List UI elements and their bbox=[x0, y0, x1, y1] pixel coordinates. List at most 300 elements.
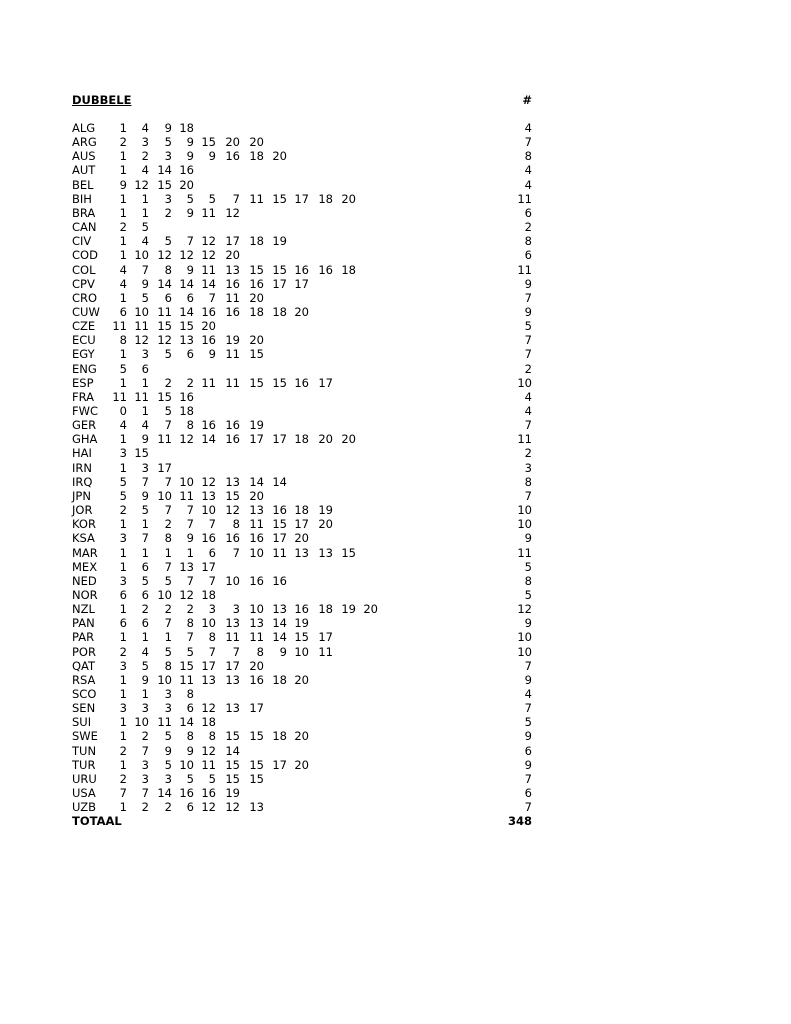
number-cell: 20 bbox=[294, 531, 309, 546]
number-cell: 7 bbox=[186, 630, 194, 645]
number-cell: 16 bbox=[294, 262, 309, 277]
number-cell: 20 bbox=[249, 488, 264, 503]
number-cell: 10 bbox=[294, 644, 309, 659]
number-cell: 5 bbox=[186, 644, 194, 659]
number-cell: 3 bbox=[164, 149, 172, 164]
number-cell: 16 bbox=[201, 304, 216, 319]
number-cell: 6 bbox=[186, 800, 194, 815]
number-cell: 3 bbox=[164, 771, 172, 786]
number-cell: 17 bbox=[225, 234, 240, 249]
row-count: 2 bbox=[524, 220, 532, 235]
number-cell: 5 bbox=[164, 644, 172, 659]
table-row bbox=[0, 546, 791, 560]
number-cell: 14 bbox=[179, 715, 194, 730]
number-cell: 16 bbox=[225, 418, 240, 433]
number-cell: 1 bbox=[119, 290, 127, 305]
number-cell: 16 bbox=[318, 262, 333, 277]
number-cell: 6 bbox=[141, 587, 149, 602]
number-cell: 16 bbox=[225, 149, 240, 164]
number-cell: 11 bbox=[318, 644, 333, 659]
number-cell: 4 bbox=[141, 644, 149, 659]
country-code: AUT bbox=[72, 163, 96, 178]
number-cell: 19 bbox=[272, 234, 287, 249]
country-code: KSA bbox=[72, 531, 95, 546]
number-cell: 13 bbox=[179, 559, 194, 574]
number-cell: 15 bbox=[179, 658, 194, 673]
table-row bbox=[0, 744, 791, 758]
table-row bbox=[0, 277, 791, 291]
number-cell: 16 bbox=[225, 531, 240, 546]
number-cell: 3 bbox=[141, 701, 149, 716]
number-cell: 18 bbox=[201, 715, 216, 730]
number-cell: 14 bbox=[179, 276, 194, 291]
number-cell: 16 bbox=[272, 573, 287, 588]
number-cell: 8 bbox=[186, 729, 194, 744]
number-cell: 7 bbox=[141, 786, 149, 801]
country-code: SCO bbox=[72, 687, 97, 701]
row-count: 10 bbox=[517, 630, 532, 645]
number-cell: 5 bbox=[164, 573, 172, 588]
number-cell: 13 bbox=[249, 800, 264, 815]
number-cell: 1 bbox=[119, 205, 127, 220]
number-cell: 11 bbox=[157, 715, 172, 730]
number-cell: 7 bbox=[186, 573, 194, 588]
number-cell: 3 bbox=[141, 771, 149, 786]
number-cell: 1 bbox=[119, 248, 127, 263]
number-cell: 14 bbox=[179, 304, 194, 319]
number-cell: 14 bbox=[157, 786, 172, 801]
number-cell: 10 bbox=[179, 474, 194, 489]
number-cell: 4 bbox=[119, 418, 127, 433]
number-cell: 1 bbox=[119, 163, 127, 178]
number-cell: 11 bbox=[225, 347, 240, 362]
country-code: NED bbox=[72, 573, 97, 588]
row-count: 4 bbox=[524, 687, 532, 701]
country-code: PAR bbox=[72, 630, 95, 645]
table-row bbox=[0, 121, 791, 135]
table-row bbox=[0, 461, 791, 475]
number-cell: 20 bbox=[341, 191, 356, 206]
number-cell: 7 bbox=[119, 786, 127, 801]
number-cell: 3 bbox=[119, 531, 127, 546]
number-cell: 0 bbox=[119, 404, 127, 418]
number-cell: 2 bbox=[119, 743, 127, 758]
number-cell: 20 bbox=[225, 135, 240, 150]
number-cell: 11 bbox=[249, 191, 264, 206]
number-cell: 9 bbox=[186, 531, 194, 546]
row-count: 3 bbox=[524, 460, 532, 475]
number-cell: 1 bbox=[141, 191, 149, 206]
number-cell: 2 bbox=[141, 800, 149, 815]
country-code: CAN bbox=[72, 220, 97, 235]
table-row bbox=[0, 588, 791, 602]
number-cell: 16 bbox=[201, 418, 216, 433]
number-cell: 15 bbox=[157, 319, 172, 334]
table-row bbox=[0, 404, 791, 418]
table-row bbox=[0, 319, 791, 333]
number-cell: 20 bbox=[225, 248, 240, 263]
number-cell: 16 bbox=[272, 503, 287, 518]
number-cell: 16 bbox=[249, 573, 264, 588]
number-cell: 2 bbox=[141, 149, 149, 164]
table-row bbox=[0, 630, 791, 644]
number-cell: 1 bbox=[119, 630, 127, 645]
country-code: GER bbox=[72, 418, 97, 433]
table-row bbox=[0, 800, 791, 814]
number-cell: 10 bbox=[157, 488, 172, 503]
number-cell: 15 bbox=[249, 729, 264, 744]
country-code: FWC bbox=[72, 404, 99, 418]
number-cell: 4 bbox=[141, 418, 149, 433]
number-cell: 1 bbox=[141, 687, 149, 701]
number-cell: 2 bbox=[119, 220, 127, 235]
number-cell: 3 bbox=[208, 602, 216, 617]
row-count: 9 bbox=[524, 757, 532, 772]
number-cell: 12 bbox=[201, 248, 216, 263]
number-cell: 16 bbox=[225, 432, 240, 447]
number-cell: 17 bbox=[318, 630, 333, 645]
number-cell: 1 bbox=[141, 545, 149, 560]
number-cell: 13 bbox=[294, 545, 309, 560]
number-cell: 20 bbox=[249, 290, 264, 305]
number-cell: 3 bbox=[141, 460, 149, 475]
country-code: SUI bbox=[72, 715, 92, 730]
number-cell: 3 bbox=[141, 757, 149, 772]
table-row bbox=[0, 291, 791, 305]
number-cell: 17 bbox=[272, 276, 287, 291]
number-cell: 7 bbox=[232, 545, 240, 560]
number-cell: 12 bbox=[179, 432, 194, 447]
table-row bbox=[0, 659, 791, 673]
table-row bbox=[0, 616, 791, 630]
number-cell: 20 bbox=[179, 177, 194, 192]
number-cell: 5 bbox=[119, 488, 127, 503]
country-code: SWE bbox=[72, 729, 98, 744]
number-cell: 6 bbox=[119, 587, 127, 602]
number-cell: 8 bbox=[208, 630, 216, 645]
number-cell: 19 bbox=[341, 602, 356, 617]
number-cell: 5 bbox=[119, 474, 127, 489]
table-row bbox=[0, 531, 791, 545]
number-cell: 20 bbox=[249, 658, 264, 673]
number-cell: 1 bbox=[119, 800, 127, 815]
number-cell: 3 bbox=[119, 658, 127, 673]
number-cell: 14 bbox=[157, 276, 172, 291]
number-cell: 15 bbox=[272, 517, 287, 532]
country-code: ESP bbox=[72, 375, 94, 390]
number-cell: 5 bbox=[164, 135, 172, 150]
country-code: CIV bbox=[72, 234, 92, 249]
table-row bbox=[0, 574, 791, 588]
country-code: KOR bbox=[72, 517, 96, 532]
number-cell: 5 bbox=[164, 757, 172, 772]
number-cell: 17 bbox=[272, 432, 287, 447]
number-cell: 13 bbox=[318, 545, 333, 560]
country-code: PAN bbox=[72, 616, 95, 631]
number-cell: 5 bbox=[141, 220, 149, 235]
table-row bbox=[0, 305, 791, 319]
number-cell: 11 bbox=[157, 432, 172, 447]
table-row bbox=[0, 517, 791, 531]
number-cell: 15 bbox=[272, 191, 287, 206]
row-count: 6 bbox=[524, 248, 532, 263]
total-value: 348 bbox=[507, 814, 532, 829]
row-count: 2 bbox=[524, 361, 532, 376]
number-cell: 15 bbox=[201, 135, 216, 150]
number-cell: 1 bbox=[119, 672, 127, 687]
number-cell: 1 bbox=[119, 432, 127, 447]
number-cell: 13 bbox=[249, 616, 264, 631]
number-cell: 4 bbox=[141, 234, 149, 249]
row-count: 7 bbox=[524, 800, 532, 815]
number-cell: 17 bbox=[249, 701, 264, 716]
number-cell: 18 bbox=[318, 191, 333, 206]
row-count: 2 bbox=[524, 446, 532, 461]
number-cell: 17 bbox=[294, 191, 309, 206]
number-cell: 18 bbox=[272, 729, 287, 744]
row-count: 8 bbox=[524, 474, 532, 489]
number-cell: 11 bbox=[225, 290, 240, 305]
number-cell: 11 bbox=[225, 375, 240, 390]
number-cell: 15 bbox=[294, 630, 309, 645]
number-cell: 12 bbox=[157, 248, 172, 263]
number-cell: 1 bbox=[119, 729, 127, 744]
country-code: AUS bbox=[72, 149, 96, 164]
country-code: MAR bbox=[72, 545, 98, 560]
country-code: TUN bbox=[72, 743, 97, 758]
number-cell: 9 bbox=[186, 149, 194, 164]
number-cell: 1 bbox=[141, 630, 149, 645]
table-row bbox=[0, 729, 791, 743]
number-cell: 15 bbox=[179, 319, 194, 334]
number-cell: 13 bbox=[272, 602, 287, 617]
number-cell: 1 bbox=[119, 757, 127, 772]
number-cell: 15 bbox=[225, 771, 240, 786]
number-cell: 7 bbox=[186, 517, 194, 532]
number-cell: 16 bbox=[225, 276, 240, 291]
number-cell: 15 bbox=[225, 729, 240, 744]
row-count: 7 bbox=[524, 333, 532, 348]
country-code: CUW bbox=[72, 304, 100, 319]
number-cell: 17 bbox=[157, 460, 172, 475]
number-cell: 15 bbox=[341, 545, 356, 560]
number-cell: 1 bbox=[119, 602, 127, 617]
number-cell: 10 bbox=[249, 602, 264, 617]
number-cell: 2 bbox=[119, 503, 127, 518]
country-code: BEL bbox=[72, 177, 94, 192]
country-code: POR bbox=[72, 644, 96, 659]
number-cell: 5 bbox=[164, 234, 172, 249]
number-cell: 10 bbox=[134, 304, 149, 319]
row-count: 11 bbox=[517, 432, 532, 447]
row-count: 10 bbox=[517, 644, 532, 659]
number-cell: 5 bbox=[141, 658, 149, 673]
number-cell: 8 bbox=[164, 262, 172, 277]
number-cell: 20 bbox=[318, 517, 333, 532]
number-cell: 7 bbox=[232, 191, 240, 206]
number-cell: 2 bbox=[164, 602, 172, 617]
number-cell: 3 bbox=[141, 135, 149, 150]
number-cell: 15 bbox=[157, 389, 172, 404]
number-cell: 20 bbox=[363, 602, 378, 617]
number-cell: 17 bbox=[318, 375, 333, 390]
row-count: 7 bbox=[524, 771, 532, 786]
row-count: 11 bbox=[517, 545, 532, 560]
number-cell: 17 bbox=[272, 757, 287, 772]
row-count: 7 bbox=[524, 701, 532, 716]
number-cell: 14 bbox=[272, 474, 287, 489]
number-cell: 16 bbox=[179, 163, 194, 178]
number-cell: 11 bbox=[249, 517, 264, 532]
table-row bbox=[0, 446, 791, 460]
number-cell: 12 bbox=[179, 248, 194, 263]
table-row bbox=[0, 772, 791, 786]
table-row bbox=[0, 220, 791, 234]
number-cell: 1 bbox=[164, 545, 172, 560]
number-cell: 17 bbox=[249, 432, 264, 447]
country-code: GHA bbox=[72, 432, 98, 447]
table-row bbox=[0, 673, 791, 687]
country-code: HAI bbox=[72, 446, 92, 461]
row-count: 8 bbox=[524, 149, 532, 164]
country-code: TUR bbox=[72, 757, 96, 772]
number-cell: 12 bbox=[134, 177, 149, 192]
number-cell: 3 bbox=[119, 446, 127, 461]
number-cell: 2 bbox=[119, 135, 127, 150]
number-cell: 2 bbox=[164, 375, 172, 390]
number-cell: 15 bbox=[249, 757, 264, 772]
number-cell: 15 bbox=[272, 375, 287, 390]
number-cell: 3 bbox=[141, 347, 149, 362]
row-count: 12 bbox=[517, 602, 532, 617]
number-cell: 6 bbox=[141, 559, 149, 574]
number-cell: 17 bbox=[272, 531, 287, 546]
table-row bbox=[0, 376, 791, 390]
number-cell: 1 bbox=[119, 234, 127, 249]
number-cell: 10 bbox=[201, 503, 216, 518]
number-cell: 2 bbox=[186, 375, 194, 390]
table-row bbox=[0, 560, 791, 574]
number-cell: 9 bbox=[186, 262, 194, 277]
number-cell: 3 bbox=[119, 573, 127, 588]
number-cell: 5 bbox=[141, 503, 149, 518]
number-cell: 18 bbox=[294, 503, 309, 518]
row-count: 5 bbox=[524, 587, 532, 602]
number-cell: 2 bbox=[141, 729, 149, 744]
number-cell: 1 bbox=[119, 715, 127, 730]
number-cell: 12 bbox=[201, 234, 216, 249]
number-cell: 2 bbox=[164, 205, 172, 220]
number-cell: 14 bbox=[201, 432, 216, 447]
row-count: 9 bbox=[524, 672, 532, 687]
number-cell: 7 bbox=[164, 418, 172, 433]
country-code: USA bbox=[72, 786, 96, 801]
row-count: 8 bbox=[524, 234, 532, 249]
number-cell: 7 bbox=[141, 743, 149, 758]
row-count: 6 bbox=[524, 743, 532, 758]
country-code: COL bbox=[72, 262, 96, 277]
number-cell: 10 bbox=[179, 757, 194, 772]
number-cell: 1 bbox=[119, 191, 127, 206]
number-cell: 9 bbox=[186, 743, 194, 758]
table-row bbox=[0, 390, 791, 404]
row-count: 4 bbox=[524, 121, 532, 135]
country-code: IRQ bbox=[72, 474, 93, 489]
number-cell: 8 bbox=[208, 729, 216, 744]
number-cell: 17 bbox=[294, 276, 309, 291]
number-cell: 20 bbox=[294, 729, 309, 744]
number-cell: 8 bbox=[186, 616, 194, 631]
number-cell: 12 bbox=[134, 333, 149, 348]
number-cell: 9 bbox=[186, 205, 194, 220]
number-cell: 11 bbox=[225, 630, 240, 645]
country-code: RSA bbox=[72, 672, 96, 687]
number-cell: 13 bbox=[225, 701, 240, 716]
number-cell: 19 bbox=[225, 333, 240, 348]
number-cell: 9 bbox=[186, 135, 194, 150]
number-cell: 19 bbox=[249, 418, 264, 433]
number-cell: 20 bbox=[272, 149, 287, 164]
country-code: FRA bbox=[72, 389, 95, 404]
number-cell: 5 bbox=[208, 191, 216, 206]
table-row bbox=[0, 418, 791, 432]
number-cell: 20 bbox=[249, 135, 264, 150]
row-count: 9 bbox=[524, 304, 532, 319]
number-cell: 13 bbox=[225, 262, 240, 277]
table-row bbox=[0, 701, 791, 715]
number-cell: 11 bbox=[201, 375, 216, 390]
row-count: 10 bbox=[517, 517, 532, 532]
number-cell: 20 bbox=[201, 319, 216, 334]
number-cell: 9 bbox=[208, 149, 216, 164]
number-cell: 9 bbox=[141, 432, 149, 447]
number-cell: 8 bbox=[186, 687, 194, 701]
number-cell: 11 bbox=[201, 205, 216, 220]
number-cell: 12 bbox=[157, 333, 172, 348]
row-count: 11 bbox=[517, 262, 532, 277]
number-cell: 12 bbox=[225, 503, 240, 518]
country-code: UZB bbox=[72, 800, 96, 815]
row-count: 7 bbox=[524, 418, 532, 433]
country-code: EGY bbox=[72, 347, 95, 362]
number-cell: 1 bbox=[141, 205, 149, 220]
number-cell: 15 bbox=[225, 488, 240, 503]
country-code: JOR bbox=[72, 503, 93, 518]
row-count: 4 bbox=[524, 404, 532, 418]
number-cell: 18 bbox=[179, 121, 194, 135]
table-row bbox=[0, 758, 791, 772]
row-count: 9 bbox=[524, 276, 532, 291]
table-row bbox=[0, 178, 791, 192]
number-cell: 9 bbox=[164, 743, 172, 758]
row-count: 5 bbox=[524, 715, 532, 730]
total-row bbox=[0, 814, 791, 828]
number-cell: 8 bbox=[232, 517, 240, 532]
number-cell: 20 bbox=[294, 757, 309, 772]
number-cell: 4 bbox=[119, 262, 127, 277]
row-count: 8 bbox=[524, 573, 532, 588]
country-code: CZE bbox=[72, 319, 96, 334]
document-title: DUBBELE bbox=[72, 93, 132, 107]
number-cell: 14 bbox=[249, 474, 264, 489]
number-cell: 20 bbox=[294, 672, 309, 687]
row-count: 4 bbox=[524, 163, 532, 178]
number-cell: 5 bbox=[164, 729, 172, 744]
number-cell: 1 bbox=[141, 404, 149, 418]
country-code: QAT bbox=[72, 658, 96, 673]
number-cell: 5 bbox=[186, 191, 194, 206]
number-cell: 18 bbox=[272, 304, 287, 319]
